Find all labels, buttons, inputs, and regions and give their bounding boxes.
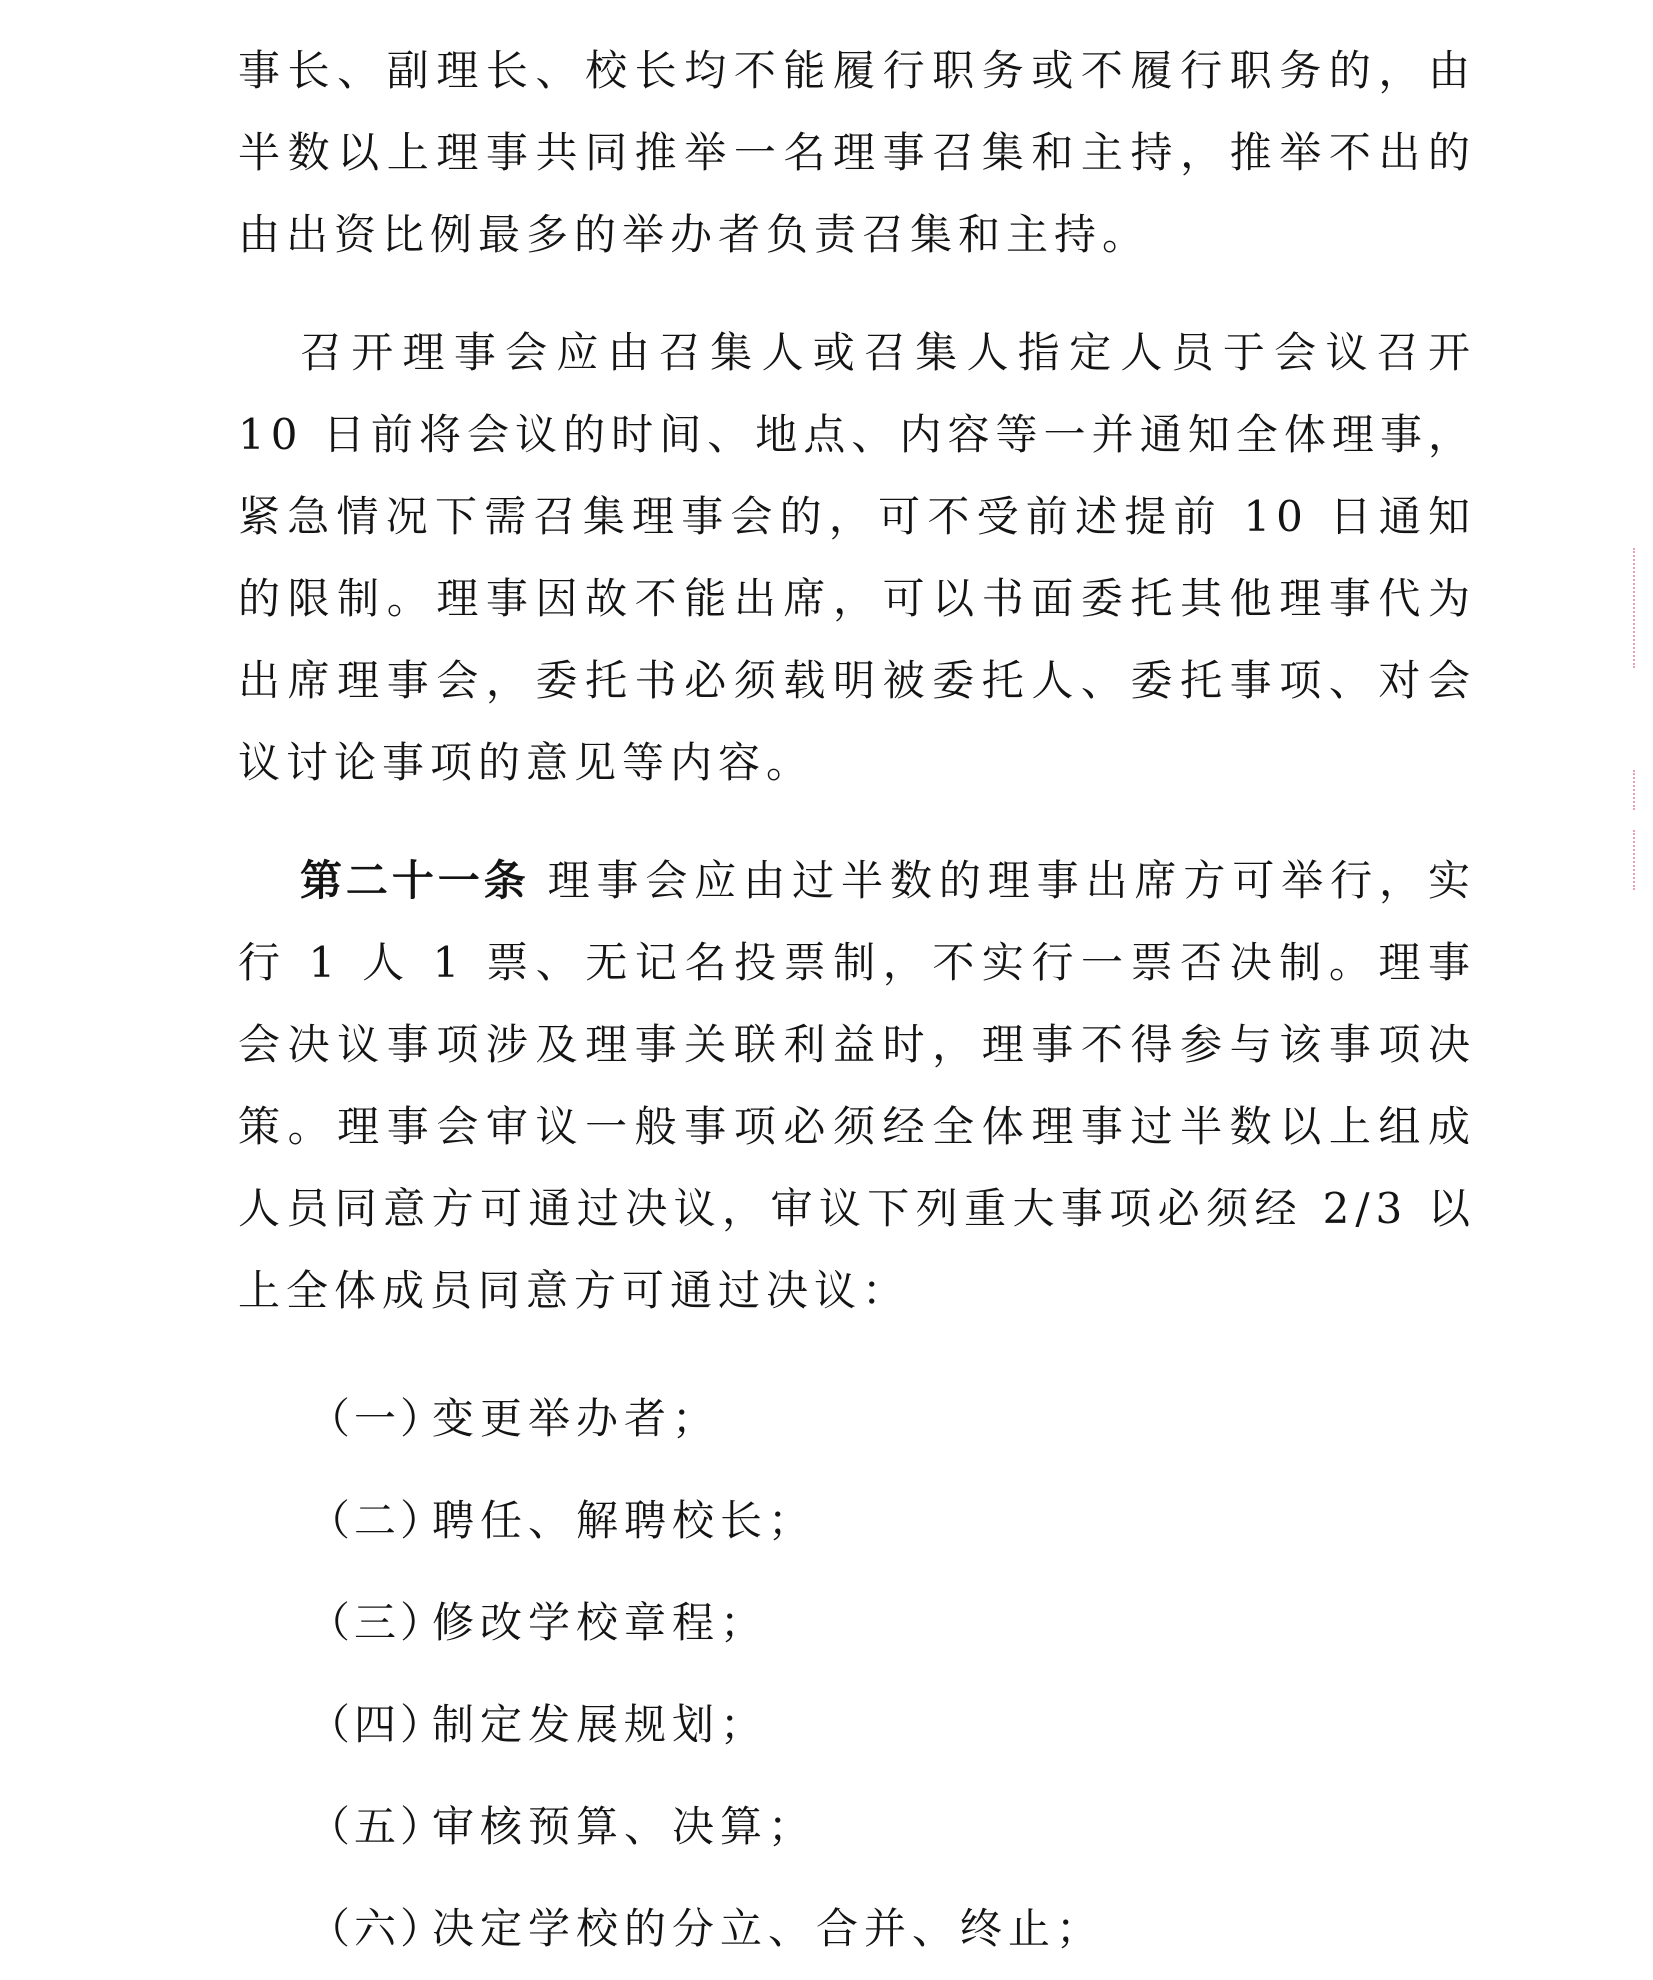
article-number: 第二十一条 (300, 856, 530, 905)
seal-edge-mark (1633, 830, 1653, 890)
paragraph-continuation: 事长、副理长、校长均不能履行职务或不履行职务的，由半数以上理事共同推举一名理事召集和主持，推举不出的由出资比例最多的举办者负责召集和主持。 (238, 46, 1476, 259)
seal-edge-mark (1633, 548, 1653, 668)
article-text: 理事会应由过半数的理事出席方可举行，实行 1 人 1 票、无记名投票制，不实行一票否决制。理事会决议事项涉及理事关联利益时，理事不得参与该事项决策。理事会审议一般事项必须经全体理事过半数以上组成人员同意方可通过决议，审议下列重大事项必须经 2/3 以上全体成员同意方可通过决议： (238, 856, 1476, 1315)
list-item-number: （二） (308, 1496, 447, 1545)
list-item-text: 制定发展规划； (432, 1700, 769, 1749)
list-item (308, 1572, 1476, 1674)
list-item (308, 1776, 1476, 1878)
list-item-text: 聘任、解聘校长； (432, 1496, 817, 1545)
article-21 (238, 840, 1476, 1332)
list-item-text: 修改学校章程； (432, 1598, 769, 1647)
list-item (308, 1674, 1476, 1776)
list-item-text: 变更举办者； (432, 1394, 721, 1443)
paragraph-meeting-notice: 召开理事会应由召集人或召集人指定人员于会议召开 10 日前将会议的时间、地点、内容等一并通知全体理事，紧急情况下需召集理事会的，可不受前述提前 10 日通知的限制。理事因故不能出席，可以书面委托其他理事代为出席理事会，委托书必须载明被委托人、委托事项、对会议讨论事项的意见等内容。 (238, 328, 1476, 787)
list-item-number: （四） (308, 1700, 447, 1749)
major-matters-list (308, 1368, 1476, 1980)
seal-edge-mark (1633, 770, 1653, 810)
list-item-number: （一） (308, 1394, 447, 1443)
list-item-number: （五） (308, 1802, 447, 1851)
list-item-number: （六） (308, 1904, 447, 1953)
list-item (308, 1368, 1476, 1470)
list-item-text: 决定学校的分立、合并、终止； (432, 1904, 1105, 1953)
list-item-text: 审核预算、决算； (432, 1802, 817, 1851)
list-item (308, 1878, 1476, 1980)
list-item (308, 1470, 1476, 1572)
list-item-number: （三） (308, 1598, 447, 1647)
document-body (238, 30, 1476, 1980)
